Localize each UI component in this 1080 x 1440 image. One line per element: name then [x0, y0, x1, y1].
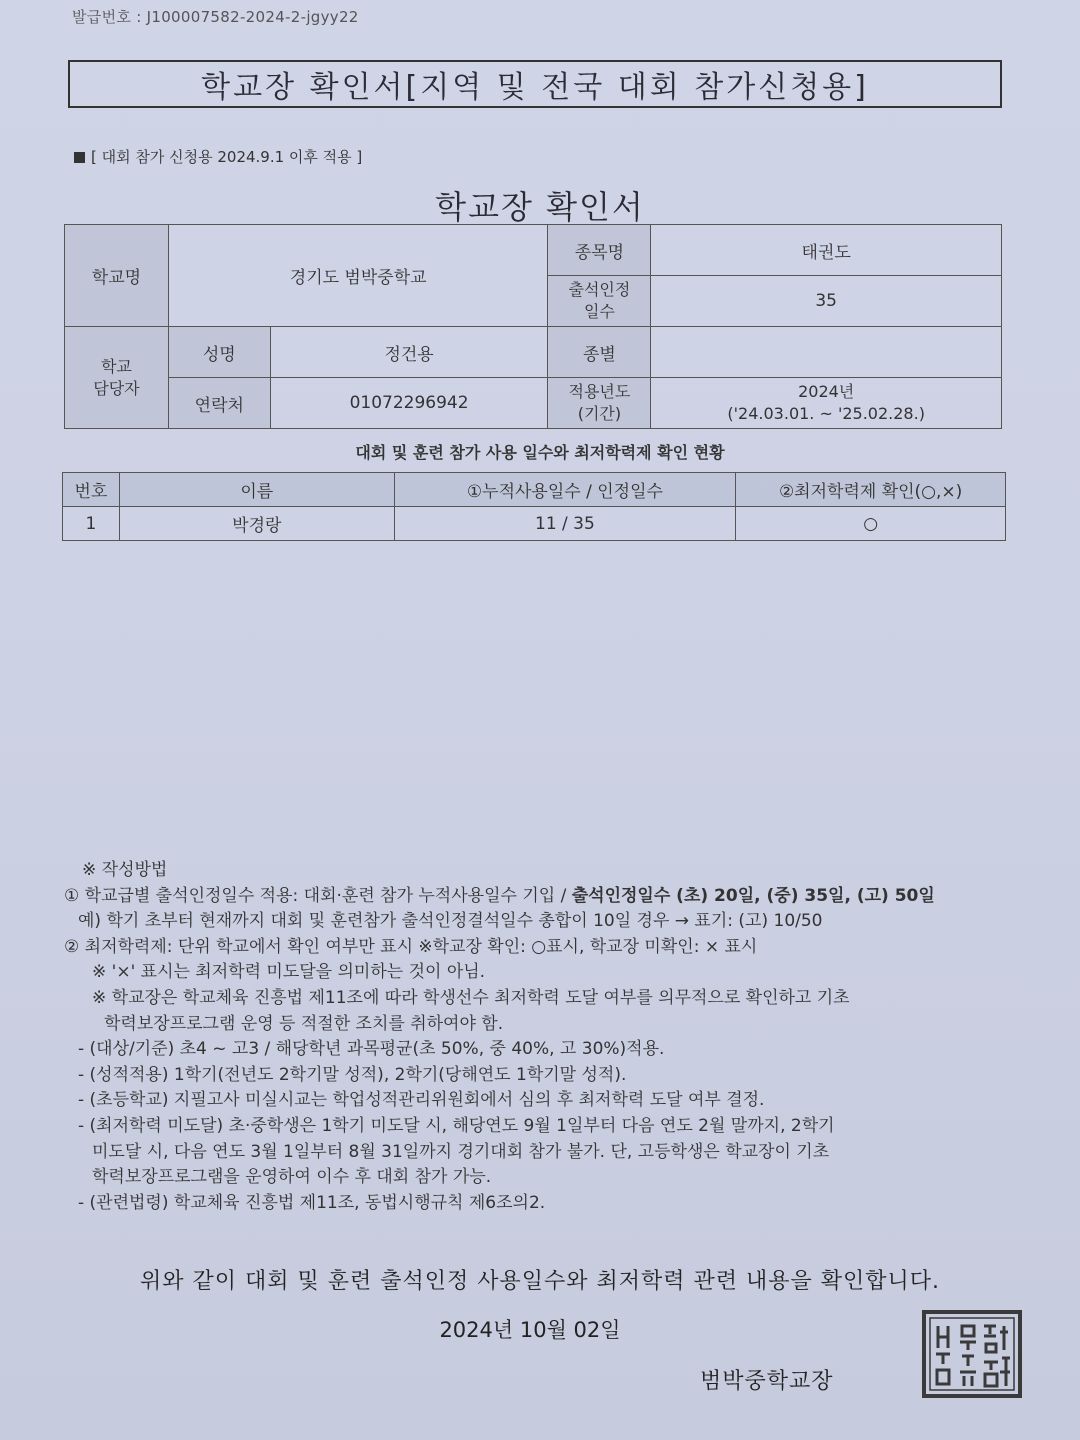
method-line7: - (대상/기준) 초4 ~ 고3 / 해당학년 과목평균(초 50%, 중 40%, 고 30%)적용.: [78, 1039, 665, 1060]
principal-name: 범박중학교장: [700, 1369, 834, 1394]
apply-note-text: [ 대회 참가 신청용 2024.9.1 이후 적용 ]: [91, 148, 363, 166]
main-title: 학교장 확인서[지역 및 전국 대회 참가신청용]: [68, 60, 1002, 108]
attendance-label-line1: 출석인정: [568, 280, 631, 299]
header-name: 이름: [119, 473, 394, 507]
row-name: 박경랑: [119, 507, 394, 541]
method-line9: - (초등학교) 지필고사 미실시교는 학업성적관리위원회에서 심의 후 최저학력 도달 여부 결정.: [78, 1090, 765, 1111]
name-label: 성명: [168, 327, 270, 378]
method-line11: 미도달 시, 다음 연도 3월 1일부터 8월 31일까지 경기대회 참가 불가. 단, 고등학생은 학교장이 기초: [92, 1141, 830, 1162]
sub-title: 학교장 확인서: [435, 188, 645, 226]
manager-label-line1: 학교: [100, 356, 132, 376]
row-min-academic: ○: [736, 507, 1006, 541]
method-title: ※ 작성방법: [82, 860, 168, 880]
apply-note: [74, 146, 362, 167]
writing-method: [64, 858, 1024, 1216]
method-line5: ※ 학교장은 학교체육 진흥법 제11조에 따라 학생선수 최저학력 도달 여부를 의무적으로 확인하고 기초: [92, 987, 850, 1008]
method-line3: ② 최저학력제: 단위 학교에서 확인 여부만 표시 ※학교장 확인: ○표시, 학교장 미확인: × 표시: [64, 936, 758, 957]
method-line1: [64, 884, 1024, 910]
contact-label: 연락처: [168, 378, 270, 429]
header-min-academic: ②최저학력제 확인(○,×): [736, 473, 1006, 507]
status-title: 대회 및 훈련 참가 사용 일수와 최저학력제 확인 현황: [355, 443, 725, 462]
method-line4: ※ '×' 표시는 최저학력 미도달을 의미하는 것이 아님.: [92, 962, 486, 983]
info-table: [64, 224, 1002, 429]
row-number: 1: [63, 507, 120, 541]
method-line6: 학력보장프로그램 운영 등 적절한 조치를 취하여야 함.: [104, 1013, 504, 1034]
sport-label: 종목명: [548, 225, 651, 276]
attendance-value: 35: [651, 276, 1002, 327]
school-value: 경기도 범박중학교: [168, 225, 548, 327]
attendance-label: [548, 276, 651, 327]
year-label: [548, 378, 651, 429]
school-label: 학교명: [65, 225, 169, 327]
status-header-row: [63, 473, 1006, 507]
method-line10: - (최저학력 미도달) 초·중학생은 1학기 미도달 시, 해당연도 9월 1일부터 다음 연도 2월 말까지, 2학기: [78, 1115, 835, 1136]
year-label-line2: (기간): [577, 404, 622, 423]
contact-value: 01072296942: [270, 378, 548, 429]
issue-number: 발급번호 : J100007582-2024-2-jgyy22: [72, 8, 359, 26]
name-value: 정건용: [270, 327, 548, 378]
category-label: 종별: [548, 327, 651, 378]
year-value-line2: ('24.03.01. ~ '25.02.28.): [727, 404, 925, 423]
year-value: [651, 378, 1002, 429]
square-bullet-icon: [74, 152, 85, 163]
confirm-statement: 위와 같이 대회 및 훈련 출석인정 사용일수와 최저학력 관련 내용을 확인합니다.: [140, 1269, 940, 1294]
header-number: 번호: [63, 473, 120, 507]
method-line1-b: 출석인정일수 (초) 20일, (중) 35일, (고) 50일: [571, 885, 935, 906]
attendance-label-line2: 일수: [583, 302, 615, 321]
issue-date: 2024년 10월 02일: [439, 1318, 621, 1342]
year-label-line1: 적용년도: [568, 382, 631, 401]
table-row: [63, 507, 1006, 541]
row-days: 11 / 35: [394, 507, 736, 541]
method-line8: - (성적적용) 1학기(전년도 2학기말 성적), 2학기(당해연도 1학기말 성적).: [78, 1064, 627, 1085]
principal-seal-icon: [922, 1310, 1022, 1398]
method-line2: 예) 학기 초부터 현재까지 대회 및 훈련참가 출석인정결석일수 총합이 10일 경우 → 표기: (고) 10/50: [78, 911, 823, 932]
year-value-line1: 2024년: [798, 382, 855, 401]
method-line13: - (관련법령) 학교체육 진흥법 제11조, 동법시행규칙 제6조의2.: [78, 1192, 546, 1213]
sport-value: 태권도: [651, 225, 1002, 276]
method-line12: 학력보장프로그램을 운영하여 이수 후 대회 참가 가능.: [92, 1167, 492, 1188]
manager-label-line2: 담당자: [93, 378, 140, 398]
status-table: [62, 472, 1006, 541]
manager-label: [65, 327, 169, 429]
category-value: [651, 327, 1002, 378]
header-days: ①누적사용일수 / 인정일수: [394, 473, 736, 507]
method-line1-a: ① 학교급별 출석인정일수 적용: 대회·훈련 참가 누적사용일수 기입 /: [64, 885, 572, 906]
